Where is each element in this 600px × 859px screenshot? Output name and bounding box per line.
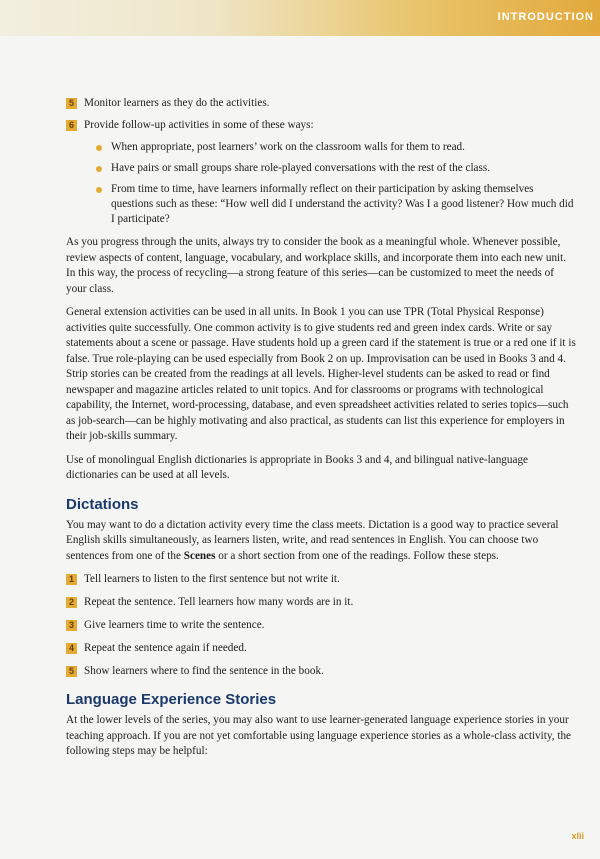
list-item	[66, 182, 576, 227]
activity-steps-list	[66, 96, 576, 133]
step-text: Repeat the sentence again if needed.	[84, 642, 247, 654]
list-item	[66, 140, 576, 155]
followup-bullet-list	[66, 140, 576, 227]
list-item	[66, 641, 576, 656]
list-item	[66, 664, 576, 679]
list-item	[66, 161, 576, 176]
bullet-icon	[96, 187, 102, 193]
list-item	[66, 118, 576, 133]
page-content	[66, 96, 576, 768]
page-number: xlii	[571, 831, 584, 841]
body-paragraph: Use of monolingual English dictionaries is appropriate in Books 3 and 4, and bilingual native-language dictionaries can be used at all levels.	[66, 453, 529, 481]
dictations-intro	[66, 518, 576, 565]
list-item	[66, 595, 576, 610]
list-item	[66, 618, 576, 633]
step-number-badge: 2	[66, 597, 77, 608]
step-number-badge: 1	[66, 574, 77, 585]
step-number-badge: 5	[66, 98, 77, 109]
intro-text: You may want to do a dictation activity every time the class meets. Dictation is a good way to practice several English skills simultaneously, as learners listen, write, and read sentences in English. You can choose two sentences from one of the	[66, 518, 559, 562]
language-experience-intro: At the lower levels of the series, you may also want to use learner-generated language experience stories in your teaching approach. If you are not yet comfortable using language experience stories as a whole-class activity, the following steps may be helpful:	[66, 714, 571, 757]
section-heading-language-experience: Language Experience Stories	[66, 691, 277, 708]
step-number-badge: 3	[66, 620, 77, 631]
header-bar	[0, 0, 600, 36]
bullet-icon	[96, 166, 102, 172]
step-number-badge: 5	[66, 666, 77, 677]
intro-text: or a short section from one of the readings. Follow these steps.	[215, 549, 499, 562]
bullet-icon	[96, 145, 102, 151]
step-number-badge: 4	[66, 643, 77, 654]
section-label: INTRODUCTION	[497, 11, 594, 23]
step-number-badge: 6	[66, 120, 77, 131]
step-text: Repeat the sentence. Tell learners how many words are in it.	[84, 596, 354, 608]
intro-emphasis: Scenes	[183, 549, 216, 562]
bullet-text: Have pairs or small groups share role-played conversations with the rest of the class.	[111, 162, 491, 174]
section-heading-dictations: Dictations	[66, 495, 139, 513]
step-text: Show learners where to find the sentence in the book.	[84, 665, 324, 677]
bullet-text: When appropriate, post learners’ work on the classroom walls for them to read.	[111, 141, 465, 153]
body-paragraph: As you progress through the units, always try to consider the book as a meaningful whole. Whenever possible, review aspects of content, language, vocabulary, and workplace skills, and incorporate them into each new unit. In this way, the process of recycling—a strong feature of this series—can be customized to meet the needs of your class.	[66, 236, 567, 295]
list-item	[66, 96, 576, 111]
list-item	[66, 572, 576, 587]
step-text: Tell learners to listen to the first sentence but not write it.	[84, 573, 340, 585]
dictation-steps-list	[66, 572, 576, 679]
step-text: Give learners time to write the sentence.	[84, 619, 265, 631]
step-text: Monitor learners as they do the activities.	[84, 97, 270, 109]
step-text: Provide follow-up activities in some of these ways:	[84, 119, 314, 131]
bullet-text: From time to time, have learners informally reflect on their participation by asking themselves questions such as these: “How well did I understand the activity? Was I a good listener? How much did I participate?	[111, 183, 574, 225]
body-paragraph: General extension activities can be used in all units. In Book 1 you can use TPR (Total Physical Response) activities quite successfully. One common activity is to give students red and green index cards. Write or say statements about a scene or passage. Have students hold up a green card if the statement is true or a red one if it is false. True role-playing can be used especially from Book 2 on up. Improvisation can be used in Books 3 and 4. Strip stories can be created from the readings at all levels. Higher-level students can be asked to read or find newspaper and magazine articles related to unit topics. And for classrooms or programs with technological capability, the Internet, word-processing, database, and even spreadsheet activities related to series topics—such as job-search—can be highly motivating and also practical, as students can list this experience for employers in their job-skills summary.	[66, 306, 576, 442]
